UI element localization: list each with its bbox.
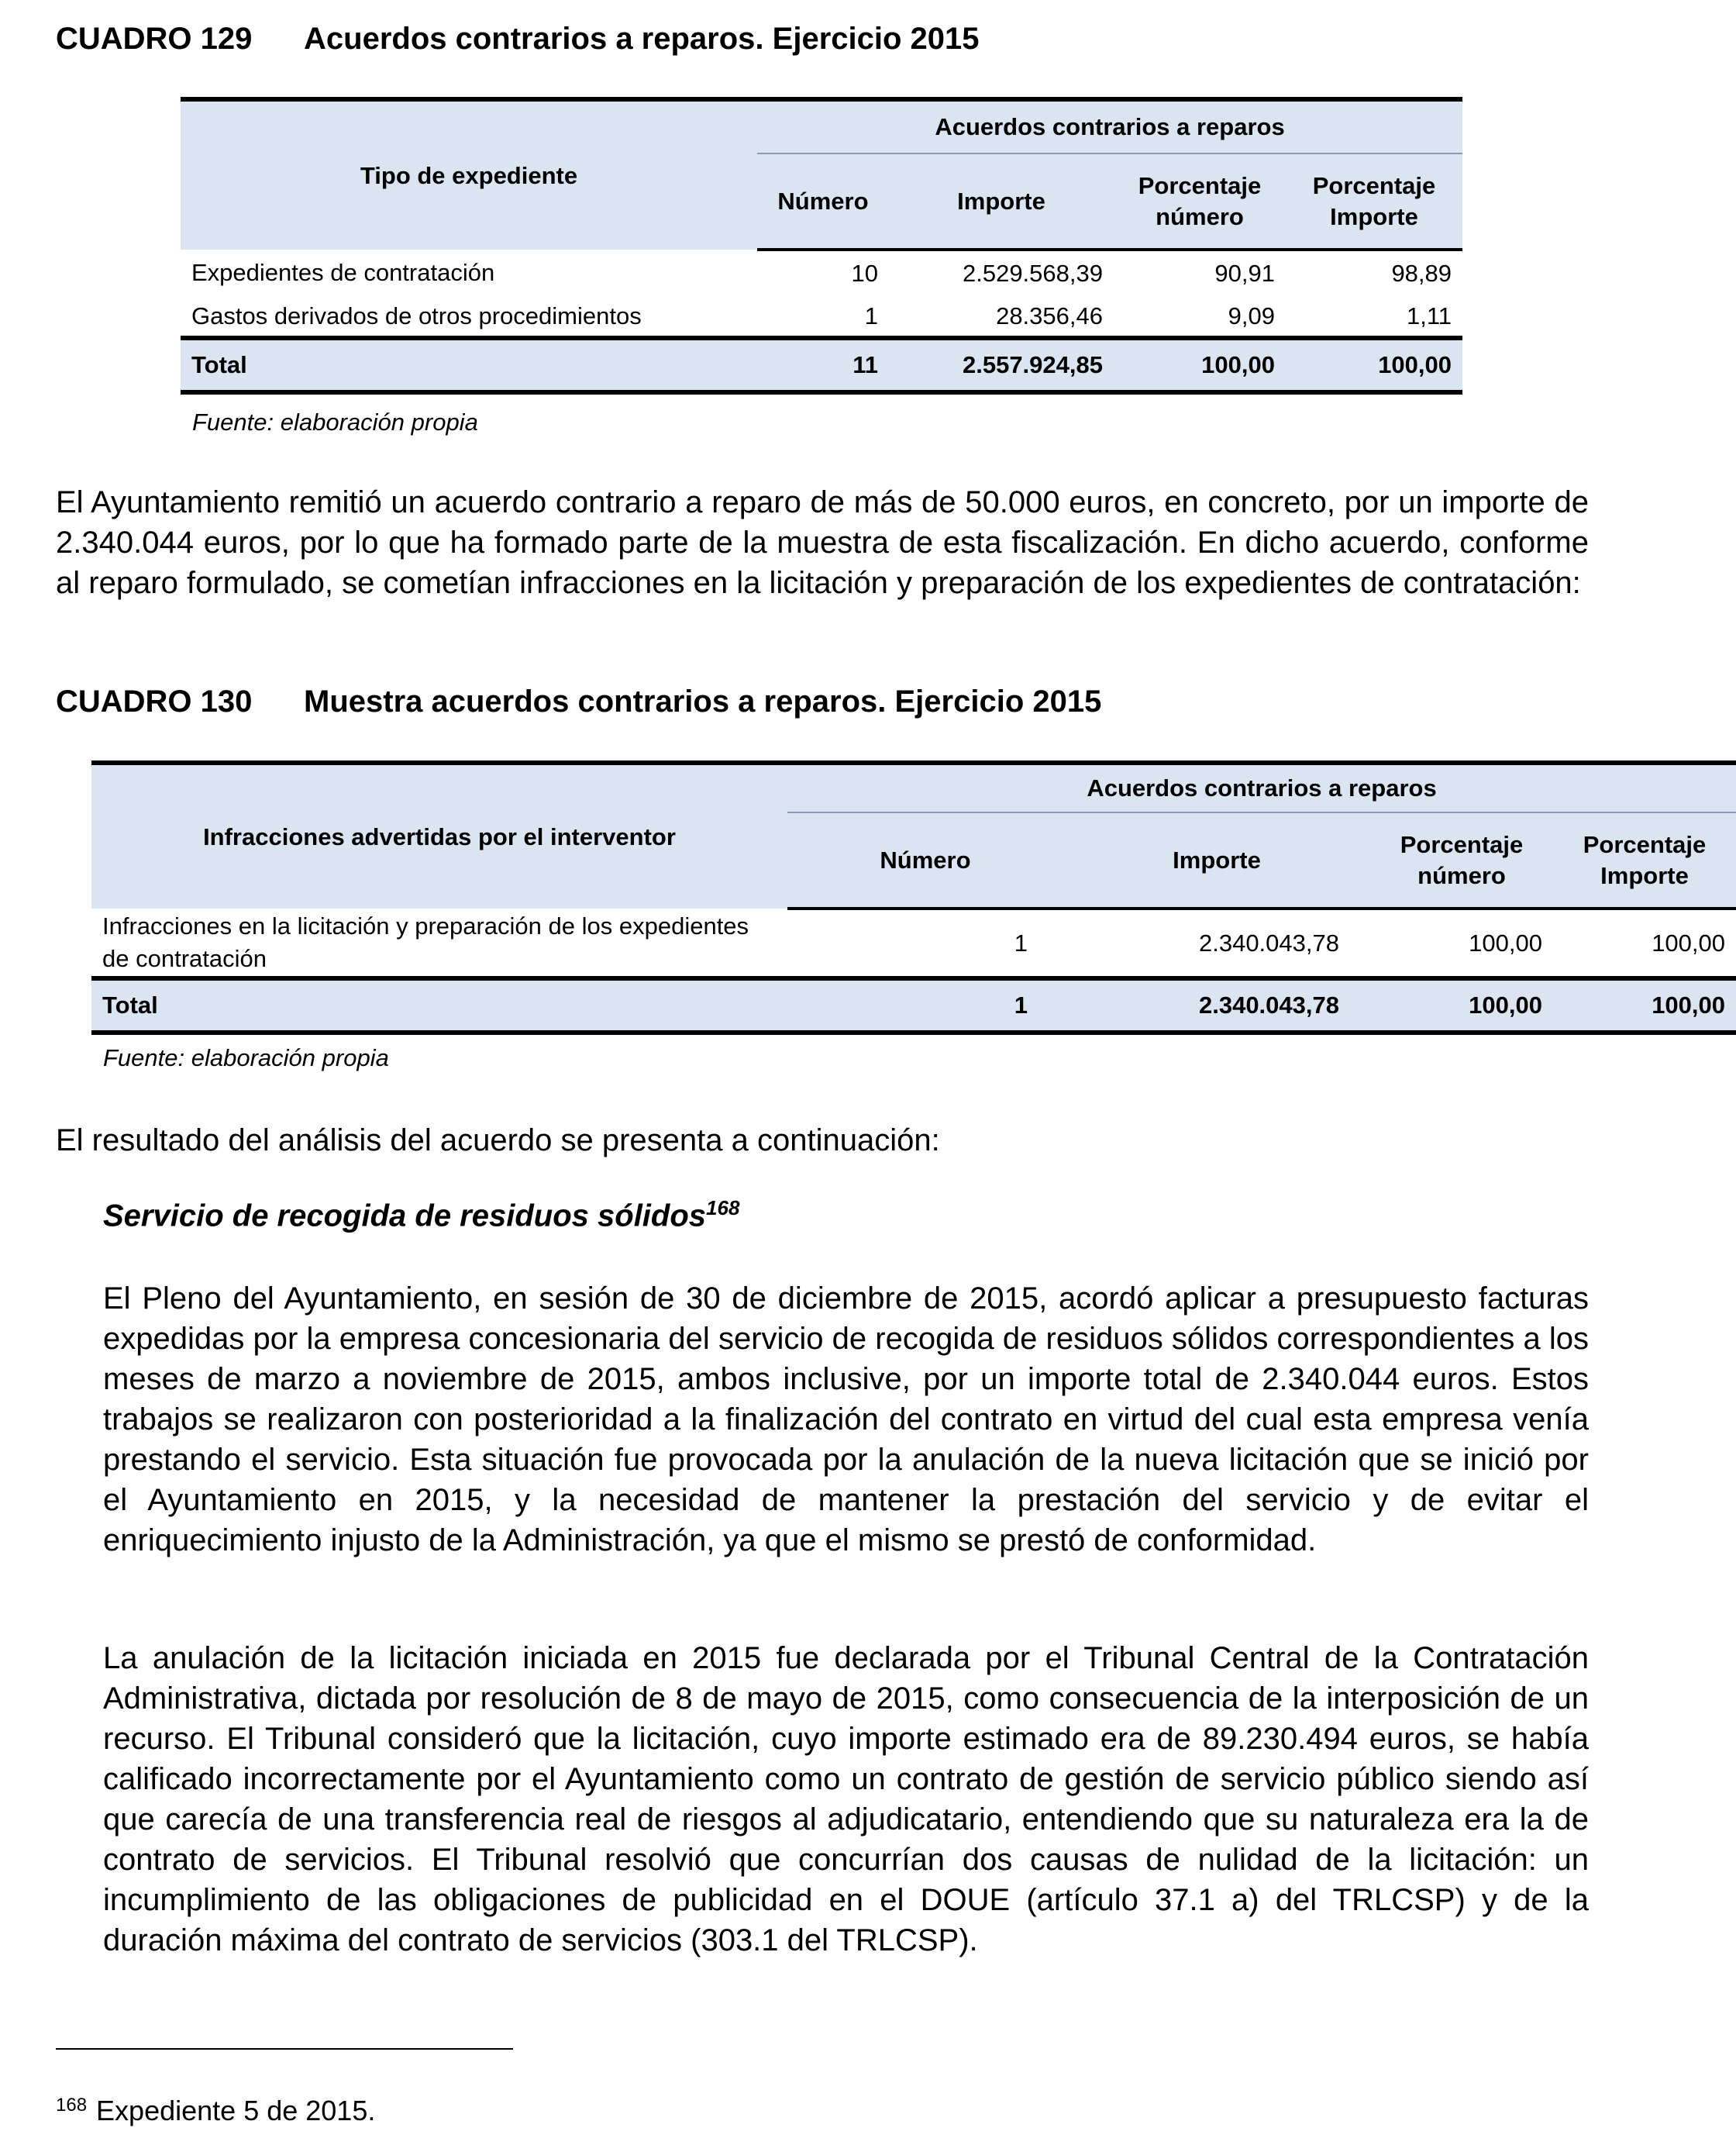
cell-pct-importe: 98,89	[1391, 260, 1452, 287]
section-heading-text: Servicio de recogida de residuos sólidos	[103, 1198, 707, 1233]
section-heading	[103, 1196, 739, 1233]
col-header-pct-numero: Porcentaje número	[1370, 812, 1553, 909]
cell-importe: 2.340.043,78	[1198, 929, 1339, 957]
total-pct-numero: 100,00	[1114, 338, 1286, 392]
cuadro-130-title	[56, 685, 1101, 719]
col-header-group: Acuerdos contrarios a reparos	[757, 99, 1462, 153]
cuadro-129-source: Fuente: elaboración propia	[192, 409, 478, 436]
total-pct-importe: 100,00	[1286, 338, 1462, 392]
cell-importe: 28.356,46	[996, 302, 1103, 329]
row-label: Gastos derivados de otros procedimientos	[191, 302, 642, 329]
table-row	[91, 909, 1736, 978]
paragraph-4: La anulación de la licitación iniciada en 2015 fue declarada por el Tribunal Central de la Contratación Administrativa, dictada por resolución de 8 de mayo de 2015, como consecuencia de la interposición de un recurso. El Tribunal consideró que la licitación, cuyo importe estimado era de 89.230.494 euros, se había calificado incorrectamente por el Ayuntamiento como un contrato de gestión de servicio público siendo así que carecía de una transferencia real de riesgos al adjudicatario, entendiendo que su naturaleza era la de contrato de servicios. El Tribunal resolvió que concurrían dos causas de nulidad de la licitación: un incumplimiento de las obligaciones de publicidad en el DOUE (artículo 37.1 a) del TRLCSP) y de la duración máxima del contrato de servicios (303.1 del TRLCSP).	[103, 1641, 1589, 1957]
footnote-divider	[56, 2048, 513, 2050]
total-row	[91, 978, 1736, 1033]
row-label: Expedientes de contratación	[191, 259, 495, 286]
cell-pct-numero: 100,00	[1469, 929, 1542, 957]
total-importe: 2.340.043,78	[1063, 978, 1370, 1033]
cell-numero: 10	[851, 260, 878, 287]
total-numero: 11	[757, 338, 889, 392]
footnote-text: Expediente 5 de 2015.	[96, 2095, 376, 2126]
cell-pct-numero: 90,91	[1214, 260, 1275, 287]
footnote-ref: 168	[706, 1196, 740, 1219]
col-header-importe: Importe	[1063, 812, 1370, 909]
cuadro-129-table	[181, 97, 1462, 395]
col-header-pct-importe: Porcentaje Importe	[1286, 153, 1462, 250]
cell-numero: 1	[864, 302, 878, 329]
footnote	[56, 2095, 375, 2127]
col-header-infracciones: Infracciones advertidas por el interventor	[91, 763, 787, 909]
col-header-numero: Número	[757, 153, 889, 250]
table-row	[181, 250, 1462, 296]
total-row	[181, 338, 1462, 392]
col-header-pct-importe: Porcentaje Importe	[1553, 812, 1736, 909]
cuadro-caption: Muestra acuerdos contrarios a reparos. Ejercicio 2015	[304, 685, 1102, 719]
cuadro-number: CUADRO 129	[56, 22, 253, 56]
col-header-pct-numero: Porcentaje número	[1114, 153, 1286, 250]
total-numero: 1	[787, 978, 1063, 1033]
cell-pct-importe: 1,11	[1406, 302, 1452, 329]
total-importe: 2.557.924,85	[889, 338, 1114, 392]
row-label: Infracciones en la licitación y preparación de los expedientes de contratación	[102, 912, 749, 972]
total-pct-numero: 100,00	[1370, 978, 1553, 1033]
paragraph-3: El Pleno del Ayuntamiento, en sesión de 30 de diciembre de 2015, acordó aplicar a presupuesto facturas expedidas por la empresa concesionaria del servicio de recogida de residuos sólidos correspondientes a los meses de marzo a noviembre de 2015, ambos inclusive, por un importe total de 2.340.044 euros. Estos trabajos se realizaron con posterioridad a la finalización del contrato en virtud del cual esta empresa venía prestando el servicio. Esta situación fue provocada por la anulación de la nueva licitación que se inició por el Ayuntamiento en 2015, y la necesidad de mantener la prestación del servicio y de evitar el enriquecimiento injusto de la Administración, ya que el mismo se prestó de conformidad.	[103, 1281, 1589, 1557]
total-label: Total	[181, 338, 757, 392]
cell-pct-importe: 100,00	[1652, 929, 1726, 957]
table-row	[181, 296, 1462, 338]
col-header-numero: Número	[787, 812, 1063, 909]
cuadro-130-table	[91, 760, 1736, 1035]
col-header-importe: Importe	[889, 153, 1114, 250]
footnote-number: 168	[56, 2095, 88, 2116]
total-label: Total	[91, 978, 787, 1033]
cell-numero: 1	[1014, 929, 1028, 957]
cuadro-129-title	[56, 22, 980, 57]
cuadro-caption: Acuerdos contrarios a reparos. Ejercicio 2015	[304, 22, 980, 56]
cell-pct-numero: 9,09	[1228, 302, 1275, 329]
paragraph-1: El Ayuntamiento remitió un acuerdo contrario a reparo de más de 50.000 euros, en concreto, por un importe de 2.340.044 euros, por lo que ha formado parte de la muestra de esta fiscalización. En dicho acuerdo, conforme al reparo formulado, se cometían infracciones en la licitación y preparación de los expedientes de contratación:	[56, 485, 1589, 600]
total-pct-importe: 100,00	[1553, 978, 1736, 1033]
col-header-tipo: Tipo de expediente	[181, 99, 757, 250]
cuadro-number: CUADRO 130	[56, 685, 253, 719]
cuadro-130-source: Fuente: elaboración propia	[103, 1044, 389, 1071]
col-header-group: Acuerdos contrarios a reparos	[787, 763, 1736, 812]
cell-importe: 2.529.568,39	[962, 260, 1103, 287]
paragraph-2: El resultado del análisis del acuerdo se presenta a continuación:	[56, 1123, 940, 1157]
